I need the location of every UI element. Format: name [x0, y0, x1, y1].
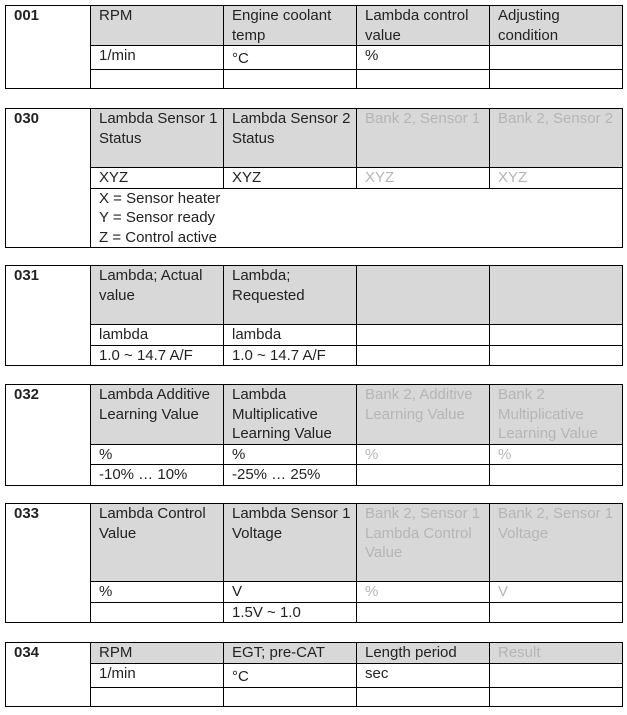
header-cell: Bank 2, Sensor 1 Lambda Control Value — [357, 504, 490, 582]
group-033-table — [5, 503, 623, 623]
header-cell: Lambda Sensor 2 Status — [224, 109, 357, 168]
unit-cell: °C — [224, 663, 357, 687]
unit-cell: % — [91, 444, 224, 465]
header-cell — [490, 266, 623, 325]
range-cell — [490, 465, 623, 486]
header-cell: Lambda Sensor 1 Voltage — [224, 504, 357, 582]
range-cell: -10% … 10% — [91, 465, 224, 486]
unit-cell: % — [357, 444, 490, 465]
header-cell: Lambda; Requested — [224, 266, 357, 325]
range-cell: -25% … 25% — [224, 465, 357, 486]
header-cell: Bank 2 Multiplicative Learning Value — [490, 385, 623, 445]
header-cell: RPM — [91, 643, 224, 664]
range-cell — [91, 602, 224, 623]
unit-cell: V — [490, 582, 623, 603]
range-cell — [224, 70, 357, 89]
unit-cell: lambda — [224, 325, 357, 346]
group-034-table — [5, 642, 623, 707]
range-cell — [91, 70, 224, 89]
range-cell — [490, 602, 623, 623]
header-cell: Bank 2, Additive Learning Value — [357, 385, 490, 445]
unit-cell — [490, 325, 623, 346]
range-cell — [357, 345, 490, 366]
header-cell: Lambda Multiplicative Learning Value — [224, 385, 357, 445]
unit-cell: % — [357, 582, 490, 603]
unit-cell: XYZ — [357, 168, 490, 189]
unit-cell — [357, 325, 490, 346]
header-cell: Result — [490, 643, 623, 664]
header-cell: Lambda Additive Learning Value — [91, 385, 224, 445]
group-031-table — [5, 265, 623, 366]
unit-cell — [490, 46, 623, 70]
header-cell: Bank 2, Sensor 1 — [357, 109, 490, 168]
unit-cell: 1/min — [91, 46, 224, 70]
group-number: 032 — [6, 385, 91, 486]
unit-cell: XYZ — [91, 168, 224, 189]
unit-cell: % — [490, 444, 623, 465]
unit-cell: % — [357, 46, 490, 70]
range-cell — [490, 345, 623, 366]
header-cell: RPM — [91, 6, 224, 46]
range-cell — [357, 465, 490, 486]
range-cell — [91, 687, 224, 706]
header-cell: Length period — [357, 643, 490, 664]
group-number: 033 — [6, 504, 91, 623]
group-number: 031 — [6, 266, 91, 366]
range-cell — [490, 70, 623, 89]
header-cell: Lambda Sensor 1 Status — [91, 109, 224, 168]
range-cell: 1.0 ~ 14.7 A/F — [224, 345, 357, 366]
group-032-table — [5, 384, 623, 486]
unit-cell: °C — [224, 46, 357, 70]
header-cell — [357, 266, 490, 325]
header-cell: Bank 2, Sensor 1 Voltage — [490, 504, 623, 582]
group-number: 030 — [6, 109, 91, 248]
range-cell — [357, 687, 490, 706]
unit-cell: % — [91, 582, 224, 603]
header-cell: Lambda Control Value — [91, 504, 224, 582]
range-cell — [357, 70, 490, 89]
header-cell: EGT; pre-CAT — [224, 643, 357, 664]
group-001-table — [5, 5, 623, 89]
group-number: 001 — [6, 6, 91, 89]
unit-cell: XYZ — [490, 168, 623, 189]
range-cell: 1.5V ~ 1.0 — [224, 602, 357, 623]
unit-cell: lambda — [91, 325, 224, 346]
range-cell — [490, 687, 623, 706]
group-030-table — [5, 108, 623, 248]
header-cell: Engine coolant temp — [224, 6, 357, 46]
range-cell — [357, 602, 490, 623]
unit-cell: sec — [357, 663, 490, 687]
group-number: 034 — [6, 643, 91, 707]
unit-cell: 1/min — [91, 663, 224, 687]
header-cell: Adjusting condition — [490, 6, 623, 46]
legend-notes: X = Sensor heater Y = Sensor ready Z = Control active — [91, 188, 623, 248]
unit-cell: XYZ — [224, 168, 357, 189]
header-cell: Lambda; Actual value — [91, 266, 224, 325]
range-cell — [224, 687, 357, 706]
header-cell: Bank 2, Sensor 2 — [490, 109, 623, 168]
unit-cell — [490, 663, 623, 687]
range-cell: 1.0 ~ 14.7 A/F — [91, 345, 224, 366]
header-cell: Lambda control value — [357, 6, 490, 46]
unit-cell: V — [224, 582, 357, 603]
unit-cell: % — [224, 444, 357, 465]
